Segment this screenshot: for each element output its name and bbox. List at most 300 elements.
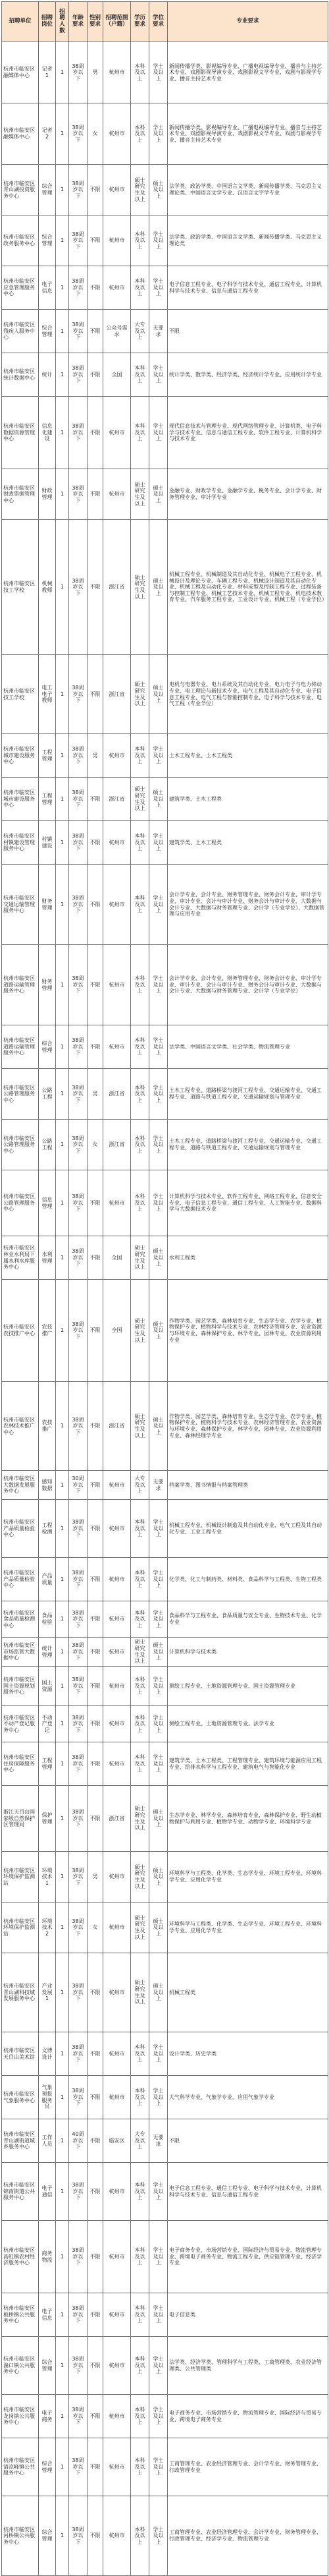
cell-number: 1 <box>56 1025 69 1069</box>
cell-sex: 不限 <box>88 945 103 1025</box>
cell-scope: 杭州市 <box>103 1742 131 1786</box>
cell-unit: 杭州市临安区青山湖科技城发展服务中心 <box>2 1953 39 2032</box>
cell-number: 1 <box>56 1667 69 1706</box>
table-row <box>2 778 328 821</box>
table-row <box>2 2438 328 2496</box>
cell-post: 综合管理 <box>39 310 56 353</box>
cell-sex: 不限 <box>88 1667 103 1706</box>
cell-age: 38周岁以下 <box>69 1742 88 1786</box>
header-post: 招聘岗位 <box>39 2 56 42</box>
cell-education: 本科及以上 <box>131 2221 149 2293</box>
cell-post: 工程管理 <box>39 778 56 821</box>
recruitment-table <box>1 1 328 2576</box>
cell-education: 硕士研究生及以上 <box>131 1852 149 1903</box>
cell-number: 1 <box>56 42 69 103</box>
cell-major: 土木工程专业、土木工程类 <box>168 734 328 778</box>
cell-number: 1 <box>56 945 69 1025</box>
cell-sex: 不限 <box>88 1638 103 1667</box>
cell-age: 38周岁以下 <box>69 1280 88 1382</box>
cell-post: 综合管理 <box>39 1025 56 1069</box>
table-row <box>2 1471 328 1500</box>
cell-major: 现代信息技术与管理专业、现代网络管理专业、计算机类、电子科学与技术专业、信息与通信工程专业、软件工程专业、计算机科学与技术专业 <box>168 397 328 469</box>
cell-age: 38周岁以下 <box>69 2293 88 2337</box>
cell-major: 不限 <box>168 310 328 353</box>
cell-education: 本科及以上 <box>131 1601 149 1638</box>
table-row <box>2 1500 328 1558</box>
table-row <box>2 1667 328 1706</box>
cell-age: 38周岁以下 <box>69 2032 88 2076</box>
cell-age: 38周岁以下 <box>69 103 88 165</box>
cell-unit: 杭州市临安区城市建设服务中心 <box>2 734 39 778</box>
cell-scope: 杭州市 <box>103 2221 131 2293</box>
cell-major: 法学类、政治学类、中国语言文学类、新闻传播学类、马克思主义理论类 <box>168 215 328 266</box>
header-number: 招聘人数 <box>56 2 69 42</box>
cell-sex: 不限 <box>88 165 103 215</box>
cell-degree: 学士及以上 <box>149 2293 168 2337</box>
cell-scope: 浙江省 <box>103 1069 131 1120</box>
cell-scope: 杭州市 <box>103 1558 131 1601</box>
cell-scope: 杭州市 <box>103 734 131 778</box>
cell-education: 本科及以上 <box>131 215 149 266</box>
cell-scope: 浙江省 <box>103 1382 131 1471</box>
cell-unit: 杭州市临安区道路运输管理服务中心 <box>2 945 39 1025</box>
cell-sex: 不限 <box>88 2032 103 2076</box>
table-row <box>2 1903 328 1953</box>
cell-major: 会计学专业、会计专业、财务管理专业、财务会计专业、审计学专业、审计专业、会计与审计专业、财务会计与审计专业、大数据与会计专业、大数据与财务管理专业、会计学（专业学位）、大数据管理与应用专业 <box>168 865 328 945</box>
cell-post: 电子通信 <box>39 2163 56 2221</box>
table-row <box>2 1558 328 1601</box>
cell-age: 38周岁以下 <box>69 1638 88 1667</box>
cell-major: 新闻传播学类、影视编导专业、广播电视编导专业、播音与主持艺术专业、戏剧影视导演专业、戏剧影视文学专业、戏剧与影视学专业、播音主持艺术专业 <box>168 103 328 165</box>
cell-number: 1 <box>56 1280 69 1382</box>
cell-major: 电子信息工程专业、电子科学与技术专业、通信工程专业、计算机科学与技术专业、信息与通信工程专业 <box>168 266 328 310</box>
cell-scope: 杭州市 <box>103 2395 131 2438</box>
cell-post: 环境技术1 <box>39 1852 56 1903</box>
table-row <box>2 1025 328 1069</box>
table-row <box>2 1236 328 1280</box>
table-row <box>2 2337 328 2395</box>
cell-unit: 杭州市临安区城市建设服务中心 <box>2 778 39 821</box>
cell-degree: 学士及以上 <box>149 2163 168 2221</box>
cell-sex: 不限 <box>88 1742 103 1786</box>
cell-post: 保护管理 <box>39 1786 56 1852</box>
cell-scope: 浙江省 <box>103 1786 131 1852</box>
cell-major: 电子商务专业、市场营销专业、物流管理专业、国际经济与贸易专业、跨境电子商务专业 <box>168 2395 328 2438</box>
cell-major: 工商管理专业、农业经济管理专业、会计学专业、财务管理专业、行政管理专业、经济学专业、物流管理专业 <box>168 2496 328 2576</box>
cell-unit: 杭州市临安区农技推广中心 <box>2 1280 39 1382</box>
cell-education: 本科及以上 <box>131 2438 149 2496</box>
cell-age: 38周岁以下 <box>69 1903 88 1953</box>
cell-scope: 杭州市 <box>103 1953 131 2032</box>
cell-scope: 杭州市 <box>103 945 131 1025</box>
cell-unit: 杭州市临安区锦南街道公共服务中心 <box>2 2163 39 2221</box>
cell-number: 1 <box>56 2395 69 2438</box>
cell-unit: 杭州市临安区青山湖街道城乡服务中心 <box>2 2119 39 2163</box>
cell-education: 本科及以上 <box>131 1500 149 1558</box>
cell-post: 记者1 <box>39 42 56 103</box>
cell-degree: 学士及以上 <box>149 2032 168 2076</box>
cell-degree: 无要求 <box>149 310 168 353</box>
cell-education: 本科及以上 <box>131 1025 149 1069</box>
cell-education: 本科及以上 <box>131 2293 149 2337</box>
table-row <box>2 520 328 655</box>
table-row <box>2 1638 328 1667</box>
cell-sex: 不限 <box>88 1280 103 1382</box>
cell-sex: 不限 <box>88 469 103 520</box>
cell-major: 金融专业、财政学专业、金融学专业、税务专业、会计学专业、财务管理专业、审计学专业 <box>168 469 328 520</box>
cell-unit: 杭州市临安区融媒体中心 <box>2 42 39 103</box>
cell-age: 38周岁以下 <box>69 1170 88 1236</box>
cell-unit: 杭州市临安区龙岗镇公共服务中心 <box>2 2395 39 2438</box>
cell-number: 1 <box>56 1786 69 1852</box>
cell-major: 建筑学类、土木工程类、工程管理专业、建筑环境与能源应用工程专业、给排水科学与工程专业、建筑电气与智能化专业 <box>168 1742 328 1786</box>
cell-post: 商务物流 <box>39 2221 56 2293</box>
table-row <box>2 42 328 103</box>
table-row <box>2 2032 328 2076</box>
cell-unit: 杭州市临安区村镇建设管理服务中心 <box>2 821 39 865</box>
cell-degree: 无要求 <box>149 2119 168 2163</box>
cell-degree: 学士及以上 <box>149 945 168 1025</box>
cell-post: 工程管理 <box>39 734 56 778</box>
cell-major: 电子信息工程专业、通信工程专业、电子科学与技术专业、计算机科学与技术专业、信息与通信工程专业 <box>168 2163 328 2221</box>
cell-age: 38周岁以下 <box>69 734 88 778</box>
cell-number: 1 <box>56 1471 69 1500</box>
cell-number: 1 <box>56 2496 69 2576</box>
cell-age: 38周岁以下 <box>69 1069 88 1120</box>
cell-scope: 全国 <box>103 1236 131 1280</box>
cell-sex: 男 <box>88 1069 103 1120</box>
cell-education: 硕士研究生及以上 <box>131 778 149 821</box>
cell-post: 电工电子教师 <box>39 655 56 734</box>
cell-major: 机械工程专业、机械制造及其自动化专业、机械电子工程专业、机械设计及理论专业、车辆工程专业、机械设计制造及其自动化专业、机械工程及自动化专业、材料成型及控制工程专业、过程装备与控制工程专业、机械工艺技术专业、机械工程专业、机电技术教育专业、汽车服务工程专业、工业设计专业、机械工程（专业学位） <box>168 520 328 655</box>
cell-unit: 杭州市临安区国土资源规划服务中心 <box>2 1667 39 1706</box>
cell-degree: 硕士及以上 <box>149 1638 168 1667</box>
cell-sex: 不限 <box>88 266 103 310</box>
header-row <box>2 2 328 42</box>
cell-sex: 不限 <box>88 1025 103 1069</box>
cell-age: 38周岁以下 <box>69 655 88 734</box>
cell-major: 土木工程专业、道路桥梁与渡河工程专业、交通运输专业、交通工程专业、道路与铁道工程专业、交通运输规划与管理专业 <box>168 1120 328 1170</box>
cell-number: 1 <box>56 1706 69 1742</box>
cell-post: 综合管理 <box>39 2496 56 2576</box>
cell-post: 财务管理 <box>39 865 56 945</box>
cell-scope: 杭州市 <box>103 215 131 266</box>
header-education: 学历要求 <box>131 2 149 42</box>
cell-education: 本科及以上 <box>131 945 149 1025</box>
cell-degree: 硕士及以上 <box>149 1903 168 1953</box>
cell-unit: 杭州市临安区青山湖投资服务中心 <box>2 165 39 215</box>
header-scope: 招聘范围（户籍） <box>103 2 131 42</box>
cell-age: 38周岁以下 <box>69 1601 88 1638</box>
cell-sex: 不限 <box>88 821 103 865</box>
cell-degree: 硕士及以上 <box>149 1953 168 2032</box>
cell-post: 感知数据 <box>39 1471 56 1500</box>
cell-unit: 杭州市临安区公路管理服务中心 <box>2 1120 39 1170</box>
cell-education: 硕士研究生及以上 <box>131 1236 149 1280</box>
cell-degree: 硕士及以上 <box>149 1786 168 1852</box>
table-row <box>2 2076 328 2119</box>
header-degree: 学位要求 <box>149 2 168 42</box>
cell-major: 法学类、经济学类、管理科学与工程类、工商管理类、农业经济管理类、公共管理类 <box>168 2337 328 2395</box>
cell-unit: 杭州市临安区道路运输管理服务中心 <box>2 1025 39 1069</box>
cell-education: 本科及以上 <box>131 1706 149 1742</box>
cell-sex: 女 <box>88 103 103 165</box>
cell-number: 1 <box>56 1903 69 1953</box>
cell-education: 本科及以上 <box>131 2496 149 2576</box>
cell-age: 30周岁以下 <box>69 1471 88 1500</box>
table-row <box>2 266 328 310</box>
cell-age: 38周岁以下 <box>69 865 88 945</box>
cell-age: 38周岁以下 <box>69 778 88 821</box>
cell-degree: 学士及以上 <box>149 397 168 469</box>
cell-scope: 杭州市 <box>103 1667 131 1706</box>
cell-age: 38周岁以下 <box>69 1558 88 1601</box>
cell-education: 本科及以上 <box>131 1667 149 1706</box>
cell-degree: 学士及以上 <box>149 1558 168 1601</box>
cell-major: 环境科学与工程类、化学类、生态学专业、环境工程专业、环境科学专业、应用化学专业 <box>168 1903 328 1953</box>
cell-age: 38周岁以下 <box>69 1500 88 1558</box>
cell-number: 1 <box>56 469 69 520</box>
cell-number: 1 <box>56 2438 69 2496</box>
table-row <box>2 2163 328 2221</box>
cell-scope: 浙江省 <box>103 778 131 821</box>
cell-major: 计算机科学与技术类 <box>168 1638 328 1667</box>
cell-degree: 学士及以上 <box>149 266 168 310</box>
cell-post: 国土资源 <box>39 1667 56 1706</box>
cell-post: 统计管理 <box>39 1638 56 1667</box>
cell-age: 38周岁以下 <box>69 2163 88 2221</box>
cell-age: 38周岁以下 <box>69 2438 88 2496</box>
cell-degree: 硕士及以上 <box>149 469 168 520</box>
cell-number: 1 <box>56 2076 69 2119</box>
cell-number: 1 <box>56 2163 69 2221</box>
table-body <box>2 42 328 2576</box>
cell-major: 测绘工程专业、土地资源管理专业、法学专业 <box>168 1706 328 1742</box>
cell-degree: 硕士及以上 <box>149 1382 168 1471</box>
cell-scope: 杭州市 <box>103 469 131 520</box>
cell-scope: 杭州市 <box>103 2293 131 2337</box>
cell-age: 38周岁以下 <box>69 520 88 655</box>
cell-sex: 不限 <box>88 2496 103 2576</box>
cell-age: 38周岁以下 <box>69 2395 88 2438</box>
cell-degree: 学士及以上 <box>149 1170 168 1236</box>
cell-major: 机械工程专业、机械设计制造及其自动化专业、电气工程及其自动化专业、工业工程专业 <box>168 1500 328 1558</box>
cell-major: 电机与电器专业、电力系统及其自动化专业、电力电子与电力传动专业、电工理论与新技术专业、电气工程及其自动化专业、电子信息工程专业、电气工程与智能控制专业、电子科学与技术专业、电气工程（专业学位） <box>168 655 328 734</box>
cell-major: 化学类、化工与制药类、材料类、食品科学与工程类、生物工程类 <box>168 1558 328 1601</box>
cell-education: 硕士研究生及以上 <box>131 520 149 655</box>
cell-major: 电子信息类 <box>168 2293 328 2337</box>
cell-sex: 不限 <box>88 1170 103 1236</box>
cell-unit: 杭州市临安区融媒体中心 <box>2 103 39 165</box>
cell-major: 计算机科学与技术专业、软件工程专业、网络工程专业、信息安全专业、电子信息工程专业、通信工程专业、人工智能专业、数据科学与大数据技术专业 <box>168 1170 328 1236</box>
cell-post: 工程检测 <box>39 1500 56 1558</box>
cell-age: 38周岁以下 <box>69 266 88 310</box>
cell-unit: 杭州市临安区板桥镇公共服务中心 <box>2 2293 39 2337</box>
cell-sex: 不限 <box>88 397 103 469</box>
cell-scope: 杭州市 <box>103 1706 131 1742</box>
cell-education: 硕士研究生及以上 <box>131 655 149 734</box>
cell-number: 1 <box>56 520 69 655</box>
cell-number: 1 <box>56 1382 69 1471</box>
cell-age: 38周岁以下 <box>69 1706 88 1742</box>
table-row <box>2 1382 328 1471</box>
cell-age: 38周岁以下 <box>69 2337 88 2395</box>
table-row <box>2 945 328 1025</box>
cell-post: 环境技术2 <box>39 1903 56 1953</box>
cell-major: 新闻传播学类、影视编导专业、广播电视编导专业、播音与主持艺术专业、戏剧影视导演专业、戏剧影视文学专业、戏剧与影视学专业、播音主持艺术专业 <box>168 42 328 103</box>
table-row <box>2 397 328 469</box>
cell-sex: 男 <box>88 1852 103 1903</box>
cell-scope: 杭州市 <box>103 2032 131 2076</box>
cell-education: 硕士研究生及以上 <box>131 1382 149 1471</box>
table-row <box>2 2119 328 2163</box>
cell-education: 本科及以上 <box>131 1558 149 1601</box>
table-row <box>2 1069 328 1120</box>
cell-education: 本科及以上 <box>131 1170 149 1236</box>
cell-sex: 不限 <box>88 1500 103 1558</box>
cell-major: 作物学类、园艺学类、森林培育专业、生态学专业、农学专业、植物保护专业、植物科学与技术专业、农林经济管理专业、农业资源与环境专业、森林保护专业、林学专业、园林专业、农业资源利用专业、森林经理学专业 <box>168 1382 328 1471</box>
cell-major: 环境科学与工程类、化学类、生态学专业、环境工程专业、环境科学专业、应用化学专业 <box>168 1852 328 1903</box>
cell-major: 法学类、政治学类、中国语言文学类、新闻传播学类、马克思主义理论类、中国语言文学专业、汉语言文字学专业 <box>168 165 328 215</box>
cell-education: 本科及以上 <box>131 266 149 310</box>
cell-major: 建筑学类、土木工程类 <box>168 821 328 865</box>
cell-unit: 杭州市临安区林业水利局下属水利水库服务中心 <box>2 1236 39 1280</box>
cell-education: 硕士研究生及以上 <box>131 165 149 215</box>
cell-unit: 杭州市临安区交通运输管理服务中心 <box>2 865 39 945</box>
cell-sex: 不限 <box>88 1471 103 1500</box>
cell-scope: 杭州市 <box>103 1601 131 1638</box>
table-row <box>2 1120 328 1170</box>
cell-post: 机械教师 <box>39 520 56 655</box>
cell-post: 工程管理 <box>39 1742 56 1786</box>
cell-sex: 不限 <box>88 865 103 945</box>
cell-number: 1 <box>56 734 69 778</box>
cell-number: 1 <box>56 1236 69 1280</box>
cell-sex: 不限 <box>88 2438 103 2496</box>
cell-number: 1 <box>56 1638 69 1667</box>
cell-education: 大专及以上 <box>131 310 149 353</box>
cell-unit: 杭州市临安区公路管理服务中心 <box>2 1170 39 1236</box>
cell-number: 1 <box>56 2032 69 2076</box>
cell-unit: 杭州市临安区河桥镇公共服务中心 <box>2 2496 39 2576</box>
cell-scope: 浙江省 <box>103 520 131 655</box>
cell-age: 38周岁以下 <box>69 945 88 1025</box>
cell-sex: 男 <box>88 734 103 778</box>
cell-sex: 不限 <box>88 1786 103 1852</box>
cell-number: 1 <box>56 1500 69 1558</box>
cell-age: 38周岁以下 <box>69 469 88 520</box>
cell-education: 本科及以上 <box>131 42 149 103</box>
cell-unit: 杭州市临安区技工学校 <box>2 520 39 655</box>
cell-scope: 杭州市 <box>103 397 131 469</box>
cell-age: 38周岁以下 <box>69 2496 88 2576</box>
cell-education: 本科及以上 <box>131 353 149 397</box>
cell-degree: 学士及以上 <box>149 865 168 945</box>
cell-number: 1 <box>56 1953 69 2032</box>
cell-major: 法学类、中国语言文学类、社会学类、物流管理专业 <box>168 1025 328 1069</box>
cell-sex: 不限 <box>88 1953 103 2032</box>
cell-scope: 全国 <box>103 1280 131 1382</box>
cell-unit: 杭州市临安区高虹镇农村经济服务中心 <box>2 2221 39 2293</box>
table-row <box>2 215 328 266</box>
cell-sex: 不限 <box>88 2076 103 2119</box>
cell-sex: 不限 <box>88 520 103 655</box>
cell-scope: 杭州市 <box>103 865 131 945</box>
cell-number: 1 <box>56 103 69 165</box>
table-row <box>2 2293 328 2337</box>
cell-unit: 浙江天目山国家级自然保护区管理局 <box>2 1786 39 1852</box>
cell-major: 机械工程类 <box>168 1953 328 2032</box>
cell-number: 1 <box>56 353 69 397</box>
cell-unit: 杭州市临安区湍口镇公共服务中心 <box>2 2337 39 2395</box>
cell-major: 电子商务专业、市场营销专业、国际经济与贸易专业、物流管理专业、跨境电子商务专业、物流工程专业、供应链管理专业、经济学专业 <box>168 2221 328 2293</box>
cell-age: 38周岁以下 <box>69 1382 88 1471</box>
cell-scope: 杭州市 <box>103 165 131 215</box>
cell-age: 38周岁以下 <box>69 42 88 103</box>
cell-major: 工商管理专业、农业经济管理专业、会计学专业、财务管理专业、行政管理专业 <box>168 2438 328 2496</box>
cell-major: 食品科学与工程专业、食品质量与安全专业、生物技术专业、化学专业 <box>168 1601 328 1638</box>
cell-degree: 学士及以上 <box>149 2496 168 2576</box>
table-row <box>2 865 328 945</box>
cell-post: 公路工程 <box>39 1120 56 1170</box>
cell-major: 生态学专业、林学专业、森林培育专业、森林保护专业、野生动植物保护与利用专业、植物学专业、动物学专业、环境科学专业 <box>168 1786 328 1852</box>
cell-number: 1 <box>56 1601 69 1638</box>
header-sex: 性别要求 <box>88 2 103 42</box>
table-row <box>2 1953 328 2032</box>
cell-sex: 不限 <box>88 310 103 353</box>
cell-degree: 硕士及以上 <box>149 165 168 215</box>
cell-scope: 杭州市 <box>103 1471 131 1500</box>
cell-age: 38周岁以下 <box>69 397 88 469</box>
cell-age: 38周岁以下 <box>69 1236 88 1280</box>
cell-sex: 不限 <box>88 353 103 397</box>
cell-sex: 不限 <box>88 2221 103 2293</box>
cell-education: 本科及以上 <box>131 1120 149 1170</box>
cell-unit: 杭州市临安区大数据发展服务中心 <box>2 1471 39 1500</box>
cell-education: 本科及以上 <box>131 734 149 778</box>
cell-scope: 杭州市 <box>103 2163 131 2221</box>
table-row <box>2 103 328 165</box>
cell-sex: 不限 <box>88 1382 103 1471</box>
cell-education: 本科及以上 <box>131 397 149 469</box>
cell-number: 1 <box>56 1852 69 1903</box>
cell-major: 统计学类、数学类、经济学类、经济统计学专业、应用统计学专业 <box>168 353 328 397</box>
cell-degree: 学士及以上 <box>149 103 168 165</box>
cell-age: 38周岁以下 <box>69 2076 88 2119</box>
cell-scope: 杭州市 <box>103 1903 131 1953</box>
cell-education: 硕士研究生及以上 <box>131 1280 149 1382</box>
cell-unit: 杭州市临安区食品质量检测中心 <box>2 1601 39 1638</box>
cell-major: 不限 <box>168 2119 328 2163</box>
cell-degree: 硕士及以上 <box>149 1280 168 1382</box>
cell-sex: 不限 <box>88 2395 103 2438</box>
cell-sex: 女 <box>88 1120 103 1170</box>
header-major: 专业要求 <box>168 2 328 42</box>
cell-number: 1 <box>56 1120 69 1170</box>
cell-post: 水利管理 <box>39 1236 56 1280</box>
cell-degree: 学士及以上 <box>149 2337 168 2395</box>
cell-scope: 临安区 <box>103 2119 131 2163</box>
cell-major: 土木工程专业、道路桥梁与渡河工程专业、交通运输专业、交通工程专业、道路与铁道工程专业、交通运输规划与管理专业 <box>168 1069 328 1120</box>
cell-unit: 杭州市临安区公路管理服务中心 <box>2 1069 39 1120</box>
cell-scope: 杭州市 <box>103 821 131 865</box>
cell-degree: 无要求 <box>149 1471 168 1500</box>
cell-unit: 杭州市临安区数据资源管理中心 <box>2 397 39 469</box>
cell-degree: 硕士及以上 <box>149 655 168 734</box>
cell-number: 1 <box>56 821 69 865</box>
cell-education: 大专及以上 <box>131 2119 149 2163</box>
cell-scope: 杭州市 <box>103 2076 131 2119</box>
